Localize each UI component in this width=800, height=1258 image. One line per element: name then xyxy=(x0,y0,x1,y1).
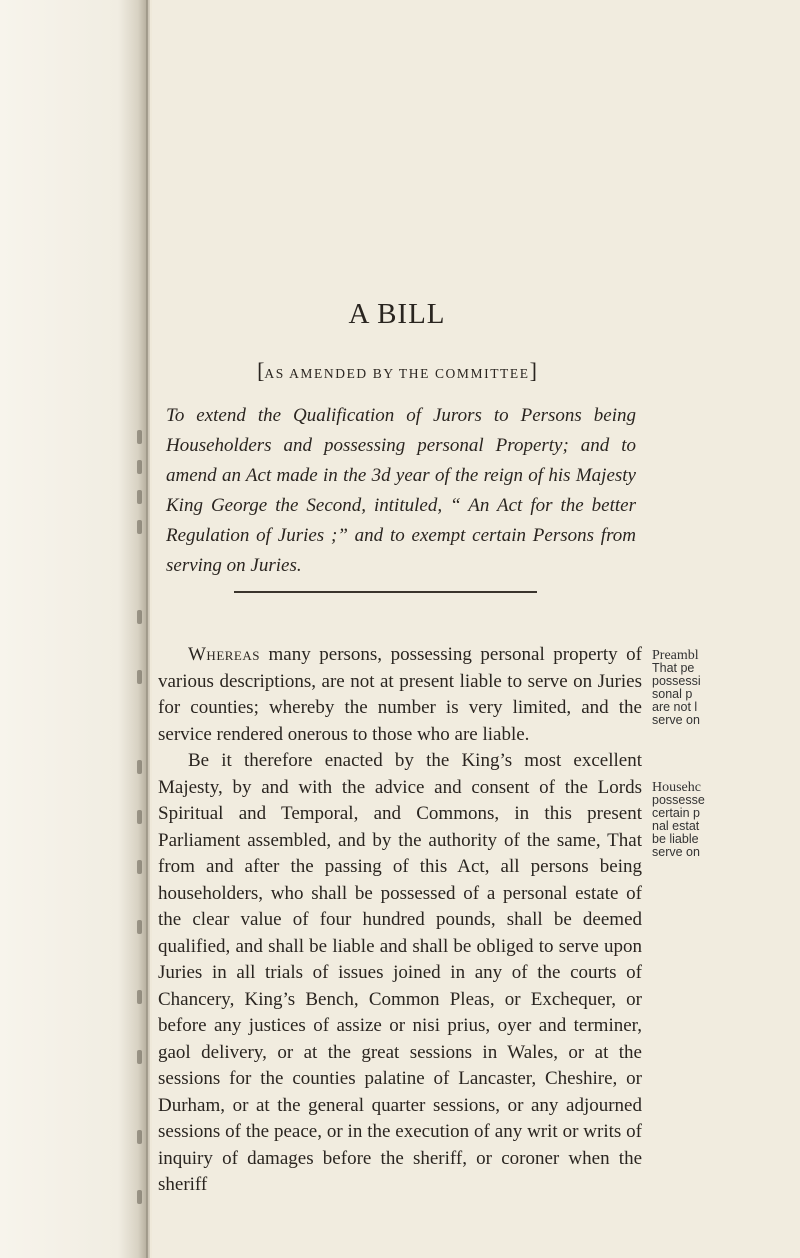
margin-note-line: sonal p xyxy=(652,687,693,701)
bill-title: A BILL xyxy=(348,298,446,330)
preamble-text: many persons, possessing personal property of various descriptions, are not at present liable to serve on Juries for counties; whereby the number is very limited, and the service rendered onerous to those who are liable. xyxy=(158,644,642,745)
margin-note-line: possessi xyxy=(652,674,701,688)
document-page xyxy=(152,0,800,1258)
margin-note-lead: Househc xyxy=(652,781,701,795)
long-title xyxy=(166,401,636,581)
margin-note-line: serve on xyxy=(652,713,700,727)
binding-edge xyxy=(146,0,148,1258)
preamble-paragraph xyxy=(158,642,642,748)
long-title-text: To extend the Qualification of Jurors to Persons being Householders and possessing personal Property; and to amend an Act made in the 3d year of the reign of his Majesty King George the Second, intituled, “ An Act for the better Regulation of Juries ;” and to exempt certain Persons from serving on Juries. xyxy=(166,405,636,576)
margin-note-line: That pe xyxy=(652,661,695,675)
margin-note-line: serve on xyxy=(652,845,700,859)
subtitle-open-bracket: [ xyxy=(257,358,265,383)
margin-note-line: be liable xyxy=(652,832,699,846)
margin-note-preamble xyxy=(652,649,800,727)
margin-note-line: nal estat xyxy=(652,819,700,833)
margin-note-line: are not l xyxy=(652,700,698,714)
binding-gutter xyxy=(0,0,150,1258)
margin-note-line: certain p xyxy=(652,806,700,820)
section-divider xyxy=(234,591,537,593)
bill-body xyxy=(158,642,642,1199)
subtitle-text: AS AMENDED BY THE COMMITTEE xyxy=(264,366,530,381)
preamble-lead-word: Whereas xyxy=(188,644,260,665)
margin-note-lead: Preambl xyxy=(652,649,699,663)
margin-marks xyxy=(137,430,145,1230)
margin-note-line: possesse xyxy=(652,793,705,807)
enacting-paragraph: Be it therefore enacted by the King’s most excellent Majesty, by and with the advice and consent of the Lords Spiritual and Temporal, and Commons, in this present Parliament assembled, and by the authority of the same, That from and after the passing of this Act, all persons being householders, who shall be possessed of a personal estate of the clear value of four hundred pounds, shall be deemed qualified, and shall be liable and shall be obliged to serve upon Juries in all trials of issues joined in any of the courts of Chancery, King’s Bench, Common Pleas, or Exchequer, or before any justices of assize or nisi prius, oyer and terminer, gaol delivery, or at the great sessions in Wales, or at the sessions for the counties palatine of Lancaster, Cheshire, or Durham, or at the general quarter sessions, or any adjourned sessions of the peace, or in the execution of any writ or writs of inquiry of damages before the sheriff, or coroner when the sheriff xyxy=(158,750,642,1195)
margin-note-householders xyxy=(652,781,800,859)
subtitle-close-bracket: ] xyxy=(529,358,537,383)
bill-subtitle xyxy=(152,358,642,384)
